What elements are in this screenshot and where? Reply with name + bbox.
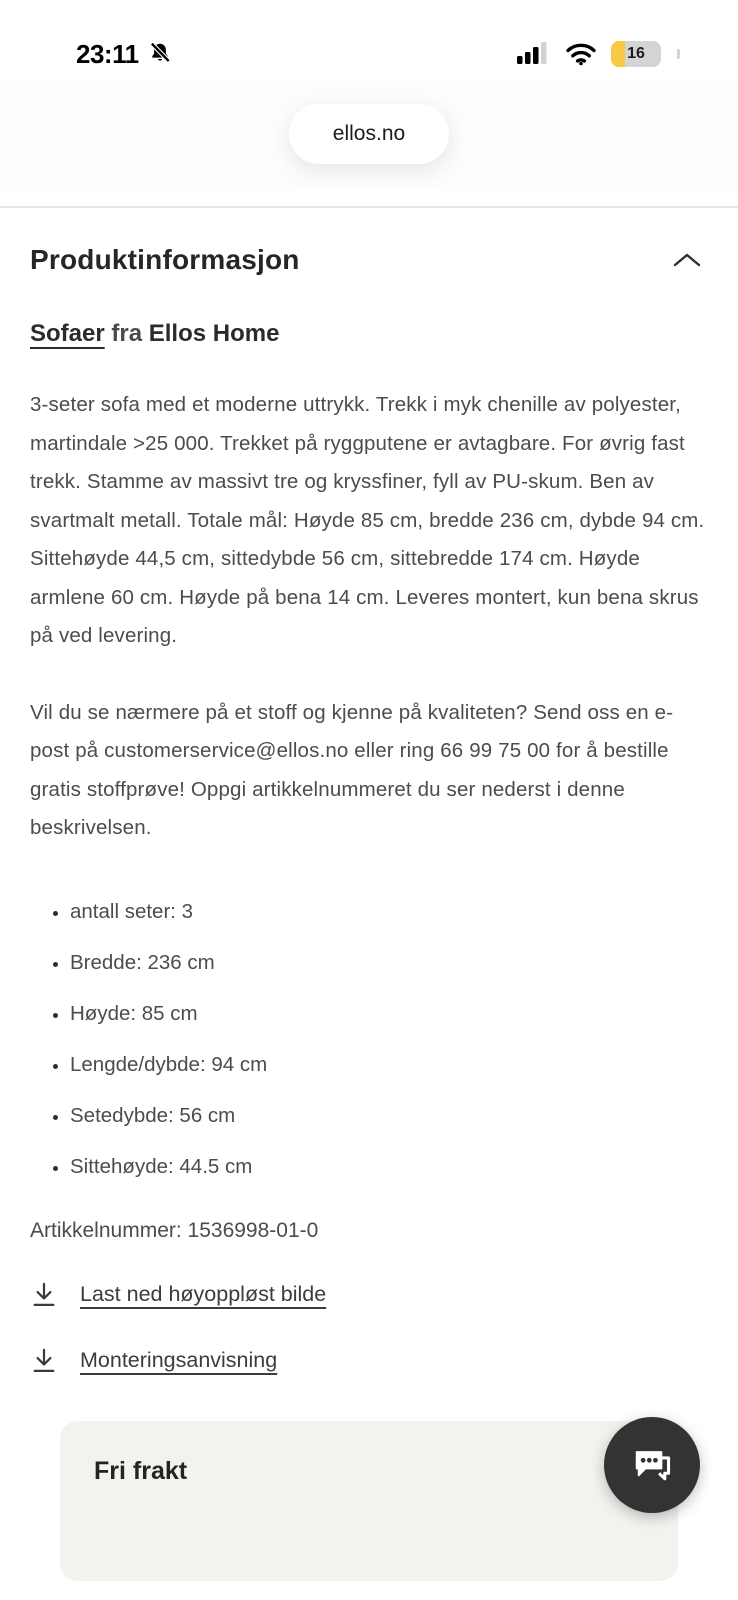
spec-list <box>30 900 708 1179</box>
assembly-instructions-link[interactable] <box>30 1347 277 1375</box>
free-shipping-title: Fri frakt <box>94 1456 188 1485</box>
free-shipping-card <box>60 1421 678 1581</box>
page-title: Produktinformasjon <box>30 244 300 275</box>
download-icon <box>30 1347 58 1375</box>
download-image-link[interactable] <box>30 1281 326 1309</box>
battery-cap <box>677 49 680 59</box>
assembly-instructions-label: Monteringsanvisning <box>80 1348 278 1372</box>
notifications-muted-icon <box>147 41 173 67</box>
list-item: • antall seter: 3 <box>70 900 708 924</box>
url-text: ellos.no <box>332 122 406 145</box>
product-subtitle <box>30 320 708 348</box>
chat-button[interactable] <box>604 1417 700 1513</box>
article-number: Artikkelnummer: 1536998-01-0 <box>30 1218 319 1242</box>
list-item: • Setedybde: 56 cm <box>70 1104 708 1128</box>
chevron-up-icon <box>672 251 702 269</box>
section-divider <box>0 206 738 208</box>
browser-url-bar <box>0 78 738 190</box>
list-item: • Lengde/dybde: 94 cm <box>70 1053 708 1077</box>
download-icon <box>30 1281 58 1309</box>
brand-name: Ellos Home <box>148 320 280 347</box>
cellular-signal-icon <box>517 42 551 66</box>
battery-indicator <box>611 41 661 67</box>
accordion-header[interactable] <box>30 244 708 276</box>
wifi-icon <box>565 42 597 66</box>
product-info-section <box>0 244 738 1581</box>
chat-bubbles-icon <box>626 1439 678 1491</box>
battery-percent: 16 <box>627 45 645 62</box>
list-item: • Høyde: 85 cm <box>70 1002 708 1026</box>
category-link[interactable]: Sofaer <box>30 320 105 347</box>
url-pill[interactable] <box>289 104 449 164</box>
status-time: 23:11 <box>76 38 139 69</box>
list-item: • Sittehøyde: 44.5 cm <box>70 1155 708 1179</box>
product-description: 3-seter sofa med et moderne uttrykk. Trekk i myk chenille av polyester, martindale >25 000. Trekket på ryggputene er avtagbare. For øvrig fast trekk. Stamme av massivt tre og kryssfiner, fyll av PU-skum. Ben av svartmalt metall. Totale mål: Høyde 85 cm, bredde 236 cm, dybde 94 cm. Sittehøyde 44,5 cm, sittedybde 56 cm, sittebredde 174 cm. Høyde armlene 60 cm. Høyde på bena 14 cm. Leveres montert, kun bena skrus på ved levering. <box>30 393 705 647</box>
list-item: • Bredde: 236 cm <box>70 951 708 975</box>
battery-fill <box>611 41 625 67</box>
download-image-label: Last ned høyoppløst bilde <box>80 1282 327 1306</box>
subtitle-connector: fra <box>111 320 143 347</box>
status-bar <box>0 0 738 78</box>
fabric-sample-note: Vil du se nærmere på et stoff og kjenne på kvaliteten? Send oss en e-post på customerservice@ellos.no eller ring 66 99 75 00 for å bestille gratis stoffprøve! Oppgi artikkelnummeret du ser nederst i denne beskrivelsen. <box>30 700 674 839</box>
collapse-button[interactable] <box>666 245 708 275</box>
